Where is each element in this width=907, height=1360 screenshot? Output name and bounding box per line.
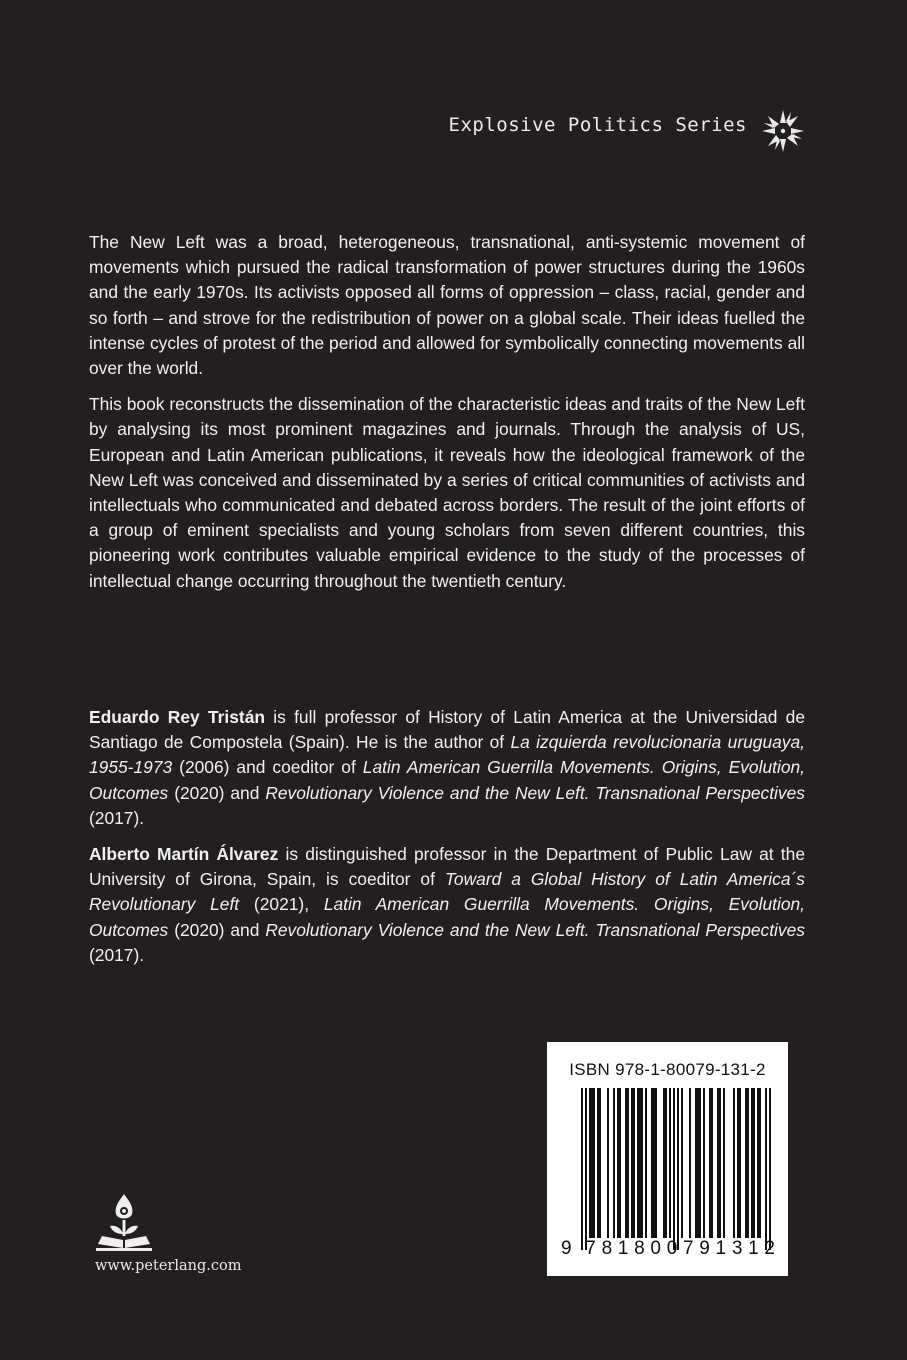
barcode-bar bbox=[653, 1088, 655, 1238]
barcode-bar bbox=[663, 1088, 665, 1238]
barcode-bar bbox=[651, 1088, 653, 1238]
description-paragraph: This book reconstructs the dissemination of the characteristic ideas and traits of the New Left by analysing its most prominent magazines and journals. Through the analysis of US, European and Latin American publications, it reveals how the ideological framework of the New Left was conceived and disseminated by a series of critical communities of activists and intellectuals who communicated and debated across borders. The result of the joint efforts of a group of eminent specialists and young scholars from seven different countries, this pioneering work contributes valuable empirical evidence to the study of the processes of intellectual change occurring throughout the twentieth century. bbox=[89, 394, 805, 591]
barcode-bar bbox=[757, 1088, 759, 1238]
barcode-digit: 8 bbox=[601, 1238, 613, 1259]
barcode-bar bbox=[739, 1088, 741, 1238]
barcode-bar bbox=[723, 1088, 725, 1238]
barcode-bar bbox=[597, 1088, 599, 1238]
barcode-bar bbox=[619, 1088, 621, 1238]
barcode-bar bbox=[589, 1088, 591, 1238]
barcode-bar bbox=[703, 1088, 705, 1238]
barcode-bar bbox=[591, 1088, 593, 1238]
publisher-url[interactable]: www.peterlang.com bbox=[95, 1258, 242, 1274]
barcode-bar bbox=[689, 1088, 691, 1238]
barcode-bar bbox=[759, 1088, 761, 1238]
barcode-digit: 0 bbox=[666, 1238, 678, 1259]
barcode-bar bbox=[627, 1088, 629, 1238]
barcode-bar bbox=[699, 1088, 701, 1238]
barcode-digit: 9 bbox=[699, 1238, 710, 1259]
barcode-bar bbox=[613, 1088, 615, 1238]
barcode-bar bbox=[665, 1088, 667, 1238]
series-title: Explosive Politics Series bbox=[448, 114, 747, 136]
barcode-bar bbox=[593, 1088, 595, 1238]
barcode-digit: 8 bbox=[634, 1238, 645, 1259]
barcode-bar bbox=[607, 1088, 609, 1238]
barcode-digit: 2 bbox=[764, 1238, 775, 1259]
barcode-bar bbox=[645, 1088, 647, 1238]
isbn-barcode bbox=[547, 1042, 788, 1276]
barcode-bar bbox=[745, 1088, 747, 1238]
barcode-bar bbox=[765, 1088, 767, 1250]
barcode-bar bbox=[673, 1088, 675, 1250]
barcode-bar bbox=[581, 1088, 583, 1250]
editor-bios bbox=[89, 705, 805, 979]
barcode-bar bbox=[737, 1088, 739, 1238]
barcode-bar bbox=[641, 1088, 643, 1238]
editor-bio: Alberto Martín Álvarez is distinguished professor in the Department of Public Law at the University of Girona, Spain, is coeditor of Toward a Global History of Latin America´s Revolutionary Left (2021), Latin American Guerrilla Movements. Origins, Evolution, Outcomes (2020) and Revolutionary Violence and the New Left. Transnational Perspectives (2017). bbox=[89, 844, 806, 965]
barcode-digit: 9 bbox=[561, 1238, 572, 1259]
barcode-digit: 3 bbox=[731, 1238, 743, 1259]
description-paragraph: The New Left was a broad, heterogeneous, transnational, anti-systemic movement of movements which pursued the radical transformation of power structures during the 1960s and the early 1970s. Its activists opposed all forms of oppression – class, racial, gender and so forth – and strove for the redistribution of power on a global scale. Their ideas fuelled the intense cycles of protest of the period and allowed for symbolically connecting movements all over the world. bbox=[89, 232, 805, 379]
barcode-bar bbox=[719, 1088, 721, 1238]
barcode-digit: 1 bbox=[617, 1238, 629, 1259]
barcode-digit: 0 bbox=[650, 1238, 661, 1259]
barcode-bar bbox=[695, 1088, 697, 1238]
barcode-bar bbox=[769, 1088, 771, 1250]
isbn-label: ISBN 978-1-80079-131-2 bbox=[569, 1060, 766, 1079]
barcode-bar bbox=[711, 1088, 713, 1238]
barcode-bar bbox=[733, 1088, 735, 1238]
editor-bio: Eduardo Rey Tristán is full professor of History of Latin America at the Universidad de Santiago de Compostela (Spain). He is the author of La izquierda revolucionaria uruguaya, 1955-1973 (2006) and coeditor of Latin American Guerrilla Movements. Origins, Evolution, Outcomes (2020) and Revolutionary Violence and the New Left. Transnational Perspectives (2017). bbox=[89, 707, 806, 828]
barcode-bar bbox=[625, 1088, 627, 1238]
barcode-bar bbox=[709, 1088, 711, 1238]
barcode-bar bbox=[655, 1088, 657, 1238]
starburst-icon bbox=[760, 108, 806, 154]
barcode-digit: 7 bbox=[682, 1238, 694, 1259]
barcode-bar bbox=[639, 1088, 641, 1238]
barcode-bar bbox=[599, 1088, 601, 1238]
barcode-bar bbox=[669, 1088, 671, 1238]
barcode-bar bbox=[617, 1088, 619, 1238]
barcode-bar bbox=[585, 1088, 587, 1250]
book-description bbox=[89, 230, 805, 605]
barcode-bar bbox=[751, 1088, 753, 1238]
barcode-bar bbox=[717, 1088, 719, 1238]
barcode-bar bbox=[637, 1088, 639, 1238]
barcode-bar bbox=[753, 1088, 755, 1238]
peter-lang-logo-icon bbox=[94, 1192, 154, 1258]
barcode-bar bbox=[631, 1088, 633, 1238]
barcode-bar bbox=[747, 1088, 749, 1238]
barcode-bar bbox=[681, 1088, 683, 1238]
barcode-bar bbox=[677, 1088, 679, 1250]
barcode-digit: 1 bbox=[748, 1238, 759, 1259]
barcode-digit: 1 bbox=[715, 1238, 727, 1259]
barcode-digit: 7 bbox=[585, 1238, 596, 1259]
barcode-bar bbox=[697, 1088, 699, 1238]
barcode-bar bbox=[633, 1088, 635, 1238]
barcode-digits bbox=[561, 1238, 775, 1260]
